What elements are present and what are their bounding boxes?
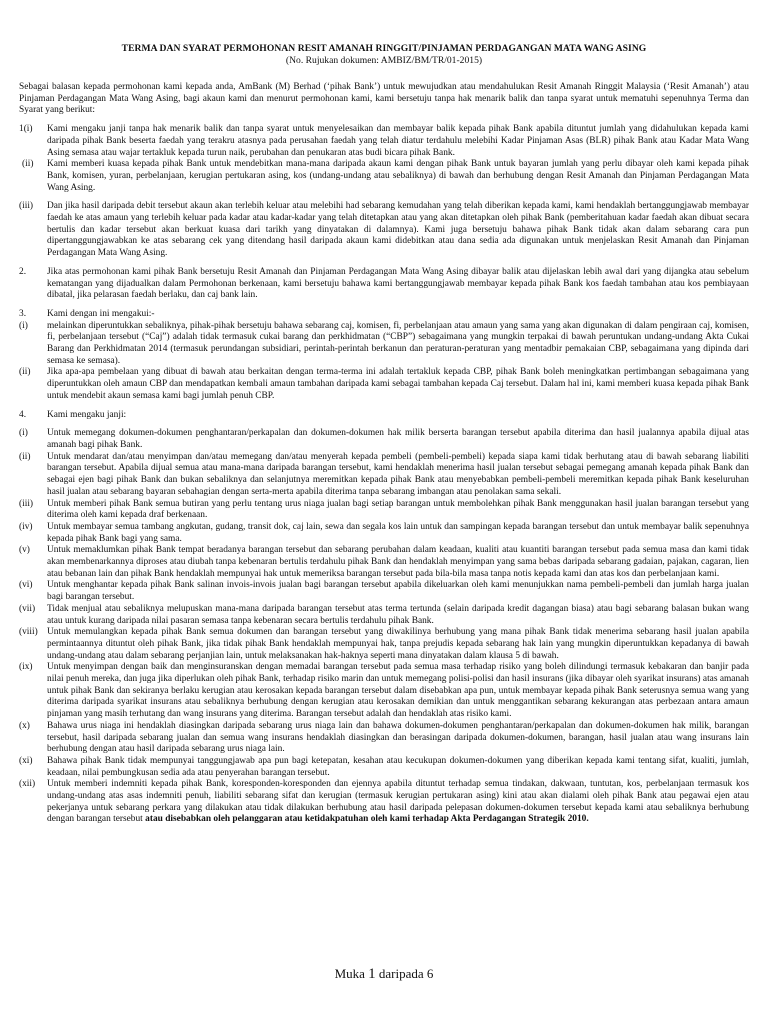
clause-text: Untuk memaklumkan pihak Bank tempat beradanya barangan tersebut dan sebarang perubahan dalam keadaan, kualiti atau kuantiti barangan tersebut pada semua masa dan kami tidak akan membenarkannya diproses atau diubah tanpa kebenaran bertulis terdahulu pihak Bank dan hendaklah menyimpan yang sama bebas daripada sebarang gadaian, pajakan, cagaran, lien atau bebanan lain dan pihak Bank hendaklah mempunyai hak untuk memeriksa barangan tersebut pada bila-bila masa tanpa notis kepada kami dan atas kos dan perbelanjaan kami. bbox=[47, 545, 749, 579]
clause-label: (i) bbox=[19, 320, 28, 331]
clause-label: 1(i) bbox=[19, 124, 33, 135]
clause-text: Kami mengaku janji tanpa hak menarik balik dan tanpa syarat untuk menyelesaikan dan membayar balik kepada pihak Bank apabila dituntut jumlah yang didahulukan kepada kami daripada pihak Bank beserta faedah yang terakru atasnya pada perusahan faedah yang telah diatur terdahulu melebihi Kadar Pinjaman Asas (BLR) pihak Bank atau Kadar Mata Wang Asing semasa atau wajar tertakluk kepada turun naik, perubahan dan penukaran atas budi bicara pihak Bank. bbox=[47, 124, 749, 158]
clause-text: Bahawa pihak Bank tidak mempunyai tanggungjawab apa pun bagi ketepatan, kesahan atau kecukupan dokumen-dokumen yang diberikan kepada kami tentang sifat, kualiti, jumlah, keadaan, nilai pembungkusan sedia ada atau penyerahan barangan tersebut. bbox=[47, 755, 749, 778]
clause-text bbox=[47, 779, 749, 826]
clause-label: 2. bbox=[19, 266, 27, 277]
clause-1-i bbox=[19, 124, 749, 159]
clause-label: (ii) bbox=[19, 451, 31, 462]
clause-label: (xi) bbox=[19, 755, 33, 766]
list-item bbox=[19, 756, 749, 779]
list-item bbox=[19, 499, 749, 522]
list-item bbox=[19, 428, 749, 451]
clause-label: (v) bbox=[19, 545, 30, 556]
clause-label: (ii) bbox=[22, 159, 34, 170]
clause-1-ii bbox=[19, 159, 749, 194]
clause-text: Jika apa-apa pembelaan yang dibuat di bawah atau berkaitan dengan terma-terma ini adalah tertakluk kepada CBP, pihak Bank boleh meningkatkan pertimbangan sebagaimana yang diperuntukkan oleh amaun CBP dan mendapatkan kembali amaun tambahan daripada kami sebagai tambahan kepada Caj tersebut. Dalam hal ini, kami memberi kuasa kepada pihak Bank untuk mendebit akaun semasa kami bagi jumlah penuh CBP. bbox=[47, 367, 749, 401]
clause-label: 4. bbox=[19, 409, 27, 420]
page-footer bbox=[0, 968, 768, 981]
footer-prefix: Muka bbox=[334, 966, 365, 981]
list-item bbox=[19, 522, 749, 545]
clause-text: Untuk memulangkan kepada pihak Bank semua dokumen dan barangan tersebut yang diwakilinya berhubung yang mana pihak Bank tidak menerima sebarang hasil jualan apabila permintaannya dituntut oleh pihak Bank, jika tidak pihak Bank hendaklah mempunyai hak, tanpa prejudis kepada sebarang hak lain yang mungkin diperuntukkan kepadanya di bawah undang-undang atau dalam sebarang perjanjian lain, untuk melaksanakan hak-haknya seperti mana dinyatakan dalam klausa 5 di bawah. bbox=[47, 627, 749, 661]
clause-4-heading bbox=[19, 410, 749, 422]
list-item bbox=[19, 545, 749, 580]
clause-text: Bahawa urus niaga ini hendaklah diasingkan daripada sebarang urus niaga lain dan bahawa dokumen-dokumen penghantaran/perkapalan dan dokumen-dokumen hak milik, barangan tersebut, hasil daripada sebarang jualan dan semua wang insurans hendaklah diasingkan dan berasingan daripada dokumen-dokumen, barangan, hasil jualan atau wang insurans lain berhubung dengan atau hasil daripada sebarang urus niaga lain. bbox=[47, 720, 749, 755]
clause-4-xii bbox=[19, 779, 749, 826]
clause-heading: Kami dengan ini mengakui:- bbox=[47, 308, 155, 319]
clause-text: Untuk menyimpan dengan baik dan menginsuranskan dengan memadai barangan tersebut pada semua masa terhadap risiko yang boleh dilindungi termasuk kebakaran dan banjir pada nilai penuh mereka, dan juga jika diperlukan oleh pihak Bank, terhadap risiko marin dan untuk memegang polisi-polisi dan hasil insurans (jika dibayar oleh syarikat insurans) atas amanah untuk pihak Bank dan sekiranya berlaku kerugian atau kerosakan kepada barangan tersebut dalam disebabkan apa pun, untuk membayar kepada pihak Bank seterusnya semua wang yang diterima daripada syarikat insurans atau sebaliknya berhubung dengan kerugian atau kerosakan demikian dan untuk menggantikan sebarang kekurangan atas perbezaan antara amaun pinjaman yang masih terhutang dan wang insurans yang diterima. Barangan tersebut adalah dan hendaklah atas risiko kami. bbox=[47, 662, 749, 720]
list-item bbox=[19, 627, 749, 662]
clause-label: (iii) bbox=[19, 498, 34, 509]
clause-3-ii bbox=[19, 367, 749, 402]
clause-label: (ix) bbox=[19, 662, 33, 673]
clause-label: 3. bbox=[19, 308, 27, 319]
clause-label: (x) bbox=[19, 720, 30, 731]
clause-label: (ii) bbox=[19, 367, 31, 378]
clause-label: (iv) bbox=[19, 521, 33, 532]
clause-text: Dan jika hasil daripada debit tersebut akaun akan terlebih keluar atau melebihi had sebarang kemudahan yang telah diberikan kepada kami, kami hendaklah bertanggungjawab membayar faedah ke atas amaun yang terlebih keluar pada kadar atau kadar-kadar yang telah ditetapkan atau yang akan ditetapkan oleh pihak Bank (pemberitahuan kadar faedah akan dibuat secara bertulis dan kadar tersebut akan berkuat kuasa dari tarikh yang dinyatakan di dalamnya). Kami juga bersetuju bahawa pihak Bank tidak akan dalam sebarang cara pun dipertanggungjawabkan ke atas sebarang cek yang ditendang hasil daripada akaun kami didebitkan atau dana sedia ada digunakan untuk menjelaskan Resit Amanah dan Pinjaman Perdagangan Mata Wang Asing. bbox=[47, 201, 749, 259]
clause-text: Untuk memegang dokumen-dokumen penghantaran/perkapalan dan dokumen-dokumen hak milik berserta barangan tersebut apabila diterima dan hasil jualannya apabila dijual atas amanah bagi pihak Bank. bbox=[47, 428, 749, 450]
clause-label: (iii) bbox=[19, 201, 34, 212]
clause-label: (viii) bbox=[19, 627, 38, 638]
clause-text-regular: Untuk memberi indemniti kepada pihak Bank, koresponden-koresponden dan ejennya apabila dituntut terhadap semua tindakan, dakwaan, tuntutan, kos, perbelanjaan termasuk kos undang-undang atas asas indemniti penuh, liabiliti sebarang sifat dan kerugian (termasuk kerugian pertukaran asing) kini atau akan dialami oleh pihak Bank atau pegawai ejen atau pekerjanya untuk sebarang perkara yang dilakukan atau tidak dilakukan berhubung atau hasil daripada pelepasan dokumen-dokumen tersebut kepada kami atau sebaliknya berhubung dengan barangan tersebut bbox=[47, 779, 749, 825]
document-title: TERMA DAN SYARAT PERMOHONAN RESIT AMANAH RINGGIT/PINJAMAN PERDAGANGAN MATA WANG ASING bbox=[121, 43, 647, 54]
clause-text: Tidak menjual atau sebaliknya melupuskan mana-mana daripada barangan tersebut atas terma tertunda (selain daripada kredit dagangan biasa) atau bagi sebarang balasan bukan wang atau untuk kurang daripada nilai pasaran semasa tanpa kebenaran secara bertulis terdahulu pihak Bank. bbox=[47, 603, 749, 626]
clause-3-heading bbox=[19, 309, 749, 321]
list-item bbox=[19, 721, 749, 756]
clause-text: Untuk memberi pihak Bank semua butiran yang perlu tentang urus niaga jualan bagi setiap barangan untuk membolehkan pihak Bank menggunakan hasil jualan barangan tersebut yang diterima oleh kami kepada draf berkenaan. bbox=[47, 498, 749, 521]
document-reference: (No. Rujukan dokumen: AMBIZ/BM/TR/01-2015) bbox=[285, 55, 483, 66]
clause-text: Jika atas permohonan kami pihak Bank bersetuju Resit Amanah dan Pinjaman Perdagangan Mata Wang Asing dibayar balik atau dijelaskan lebih awal dari yang dijangka atau sebelum kematangan yang dijadualkan dalam Permohonan berkenaan, kami bersetuju bahawa kami bertanggungjawab membayar kepada pihak Bank kos faedah tambahan atau kos pembiayaan dibatal, jika pelarasan faedah berlaku, dan caj bank lain. bbox=[47, 266, 749, 301]
clause-text: Untuk mendarat dan/atau menyimpan dan/atau memegang dan/atau menyerah kepada pembeli (pembeli-pembeli) kepada siapa kami tidak berhutang atau di bawah sebarang liabiliti barangan tersebut. Apabila dijual semua atau mana-mana daripada barangan tersebut, kami hendaklah menerima hasil jualan tersebut sebagai pemegang amanah kepada pihak Bank dan sebagai ejen bagi pihak Bank dan bukan sebaliknya dan selanjutnya meremitkan kepada pihak Bank atau menyebabkan pembeli-pembeli meremitkan kepada pihak Bank keseluruhan hasil jualan atau sebarang bayaran sebahagian dengan serta-merta apabila diterima tanpa sebarang imbangan atau penolakan sama sekali. bbox=[47, 451, 749, 497]
clause-label: (xii) bbox=[19, 779, 36, 790]
clause-label: (i) bbox=[19, 428, 28, 439]
clause-4-list bbox=[19, 428, 749, 779]
list-item bbox=[19, 604, 749, 627]
clause-text-bold: atau disebabkan oleh pelanggaran atau ketidakpatuhan oleh kami terhadap Akta Perdagangan Strategik 2010. bbox=[145, 814, 589, 825]
clause-text: Untuk menghantar kepada pihak Bank salinan invois-invois jualan bagi barangan tersebut apabila dikeluarkan oleh kami menunjukkan nama pembeli-pembeli dan jumlah harga jualan bagi barangan tersebut. bbox=[47, 580, 749, 603]
clause-1-iii bbox=[19, 201, 749, 260]
clause-text: melainkan diperuntukkan sebaliknya, pihak-pihak bersetuju bahawa sebarang caj, komisen, fi, perbelanjaan atau amaun yang sama yang akan digunakan di dalam pengiraan caj, komisen, fi, perbelanjaan tersebut (“Caj”) adalah tidak termasuk cukai barang dan perkhidmatan (“CBP”) sebagaimana yang mungkin terpakai di bawah peruntukan undang-undang Akta Cukai Barang dan Perkhidmatan 2014 (termasuk perundangan subsidiari, perintah-perintah berkanun dan peraturan-peraturan yang mentadbir pemakaian CBP, sebagaimana yang dipinda dari semasa ke semasa). bbox=[47, 320, 749, 366]
document-body bbox=[19, 82, 749, 826]
intro-paragraph: Sebagai balasan kepada permohonan kami kepada anda, AmBank (M) Berhad (‘pihak Bank’) untuk mewujudkan atau mendahulukan Resit Amanah Ringgit Malaysia (‘Resit Amanah’) atau Pinjaman Perdagangan Mata Wang Asing, bagi akaun kami dan menurut permohonan kami, kami bersetuju tanpa hak menarik balik dan tanpa syarat untuk mematuhi sepenuhnya Terma dan Syarat yang berikut: bbox=[19, 82, 749, 116]
clause-label: (vi) bbox=[19, 580, 33, 591]
list-item bbox=[19, 452, 749, 499]
footer-page-number: 1 bbox=[368, 966, 376, 982]
list-item bbox=[19, 662, 749, 721]
clause-heading: Kami mengaku janji: bbox=[47, 409, 127, 420]
clause-3-i bbox=[19, 321, 749, 368]
clause-text: Untuk membayar semua tambang angkutan, gudang, transit dok, caj lain, sewa dan segala kos lain untuk dan sampingan kepada barangan tersebut dan untuk membayar balik sepenuhnya kepada pihak Bank bagi yang sama. bbox=[47, 521, 749, 544]
clause-label: (vii) bbox=[19, 603, 36, 614]
list-item bbox=[19, 580, 749, 603]
footer-suffix: daripada 6 bbox=[378, 966, 434, 981]
clause-2 bbox=[19, 267, 749, 302]
clause-text: Kami memberi kuasa kepada pihak Bank untuk mendebitkan mana-mana daripada akaun kami dengan pihak Bank untuk bayaran jumlah yang perlu dibayar oleh kami kepada pihak Bank, komisen, yuran, perbelanjaan, kerugian pertukaran asing, kos (undang-undang atau sebaliknya) di bawah dan berhubung dengan Resit Amanah dan Pinjaman Perdagangan Mata Wang Asing. bbox=[47, 159, 749, 193]
